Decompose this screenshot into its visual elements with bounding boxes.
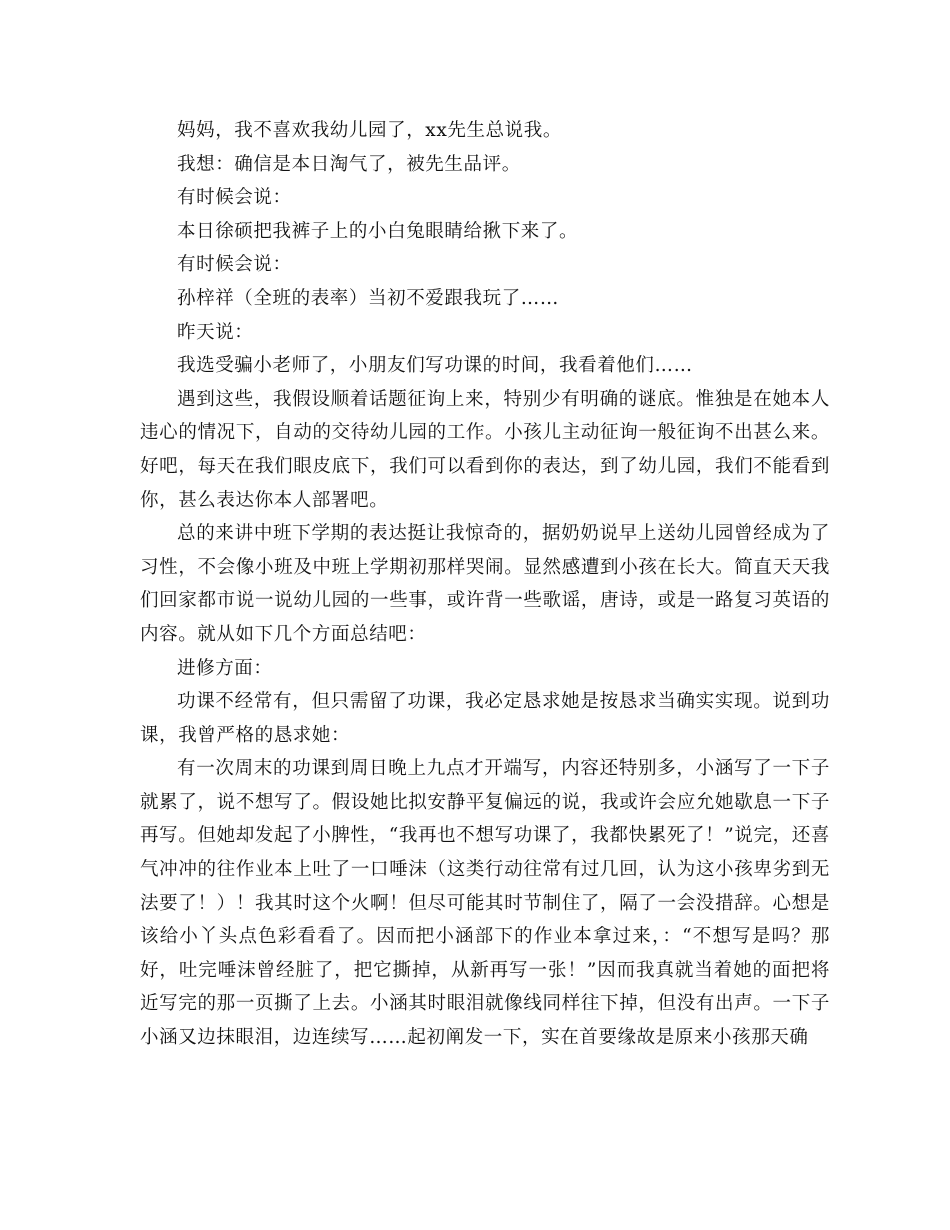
paragraph: 功课不经常有，但只需留了功课，我必定恳求她是按恳求当确实实现。说到功课，我曾严格的恳求她： <box>140 691 830 746</box>
paragraph: 有时候会说： <box>177 254 292 276</box>
paragraph: 妈妈，我不喜欢我幼儿园了，xx先生总说我。 <box>177 120 562 141</box>
paragraph: 遇到这些，我假设顺着话题征询上来，特别少有明确的谜底。惟独是在她本人违心的情况下，自动的交待幼儿园的工作。小孩儿主动征询一般征询不出甚么来。好吧，每天在我们眼皮底下，我们可以看到你的表达，到了幼儿园，我们不能看到你，甚么表达你本人部署吧。 <box>140 388 830 511</box>
paragraph: 昨天说： <box>177 321 254 343</box>
paragraph: 有一次周末的功课到周日晚上九点才开端写，内容还特别多，小涵写了一下子就累了，说不想写了。假设她比拟安静平复偏远的说，我或许会应允她歇息一下子再写。但她却发起了小脾性，“我再也不想写功课了，我都快累死了！”说完，还喜气冲冲的往作业本上吐了一口唾沫（这类行动往常有过几回，认为这小孩卑劣到无法要了！）！我其时这个火啊！但尽可能其时节制住了，隔了一会没措辞。心想是该给小丫头点色彩看看了。因而把小涵部下的作业本拿过来，：“不想写是吗？那好，吐完唾沫曾经脏了，把它撕掉，从新再写一张！”因而我真就当着她的面把将近写完的那一页撕了上去。小涵其时眼泪就像线同样往下掉，但没有出声。一下子小涵又边抹眼泪，边连续写……起初阐发一下，实在首要缘故是原来小孩那天确 <box>140 758 830 1049</box>
paragraph: 我想：确信是本日淘气了，被先生品评。 <box>177 153 521 175</box>
paragraph: 总的来讲中班下学期的表达挺让我惊奇的，据奶奶说早上送幼儿园曾经成为了习性，不会像小班及中班上学期初那样哭闹。显然感遭到小孩在长大。简直天天我们回家都市说一说幼儿园的一些事，或许背一些歌谣，唐诗，或是一路复习英语的内容。就从如下几个方面总结吧： <box>140 523 830 645</box>
paragraph: 本日徐硕把我裤子上的小白兔眼睛给揪下来了。 <box>177 220 579 242</box>
paragraph: 我选受骗小老师了，小朋友们写功课的时间，我看着他们…… <box>177 355 693 377</box>
document-body <box>140 114 830 1055</box>
paragraph: 孙梓祥（全班的表率）当初不爱跟我玩了…… <box>177 287 560 309</box>
paragraph: 进修方面： <box>177 657 273 679</box>
paragraph: 有时候会说： <box>177 187 292 209</box>
